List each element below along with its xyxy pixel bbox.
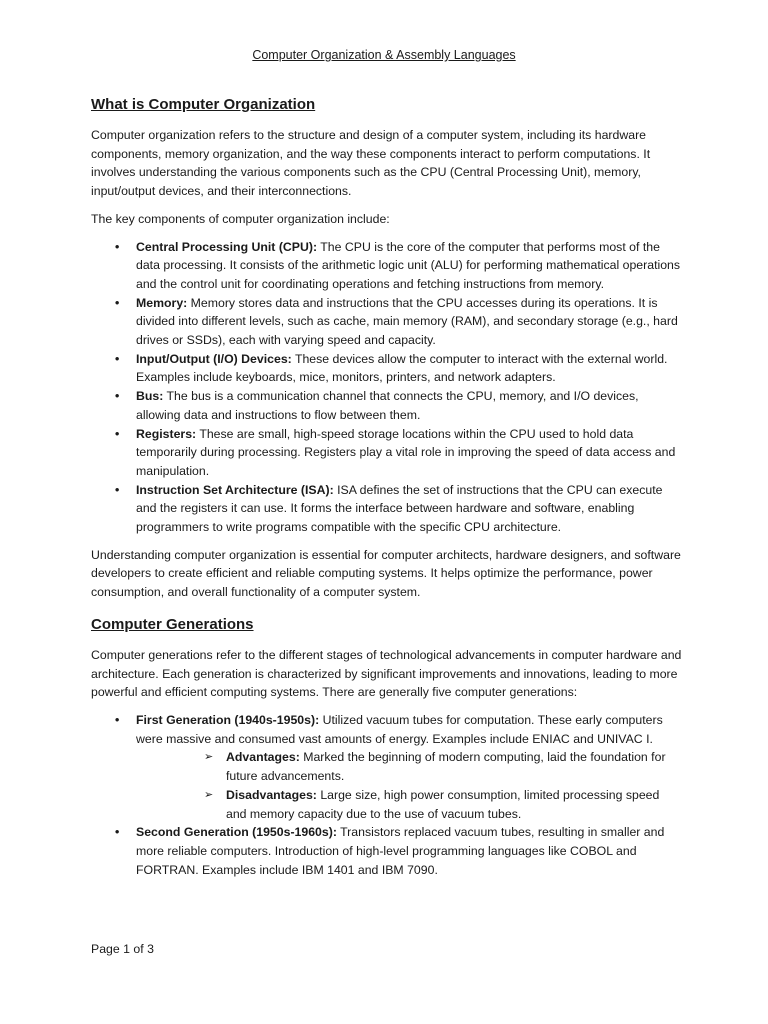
list-item	[136, 711, 683, 823]
paragraph: Computer generations refer to the different stages of technological advancements in computer hardware and architecture. Each generation is characterized by significant improvements and innovations, leading to more powerful and efficient computing systems. There are generally five computer generations:	[91, 647, 682, 700]
list-item-term: Memory:	[136, 295, 188, 310]
sub-list-item	[226, 786, 683, 823]
list-item-text: Transistors replaced vacuum tubes, resulting in smaller and more reliable computers. Introduction of high-level programming languages like COBOL and FORTRAN. Examples include IBM 1401 and IBM 7090.	[136, 825, 665, 877]
page-number: Page 1 of 3	[91, 942, 154, 956]
list-item	[136, 823, 683, 879]
list-item-text: The CPU is the core of the computer that performs most of the data processing. It consists of the arithmetic logic unit (ALU) for performing mathematical operations and the control unit for coordinating operations and fetching instructions from memory.	[136, 239, 681, 291]
sub-bullet-list	[136, 748, 683, 823]
bullet-list	[91, 238, 683, 537]
bullet-list	[91, 711, 683, 879]
list-item-term: First Generation (1940s-1950s):	[136, 712, 320, 727]
list-item-term: Bus:	[136, 389, 164, 404]
list-item	[136, 425, 683, 481]
paragraph: The key components of computer organization include:	[91, 211, 390, 226]
list-item-term: Input/Output (I/O) Devices:	[136, 351, 292, 366]
list-item	[136, 294, 683, 350]
list-item-term: Advantages:	[226, 750, 300, 765]
list-item-text: The bus is a communication channel that connects the CPU, memory, and I/O devices, allowing data and instructions to flow between them.	[136, 389, 639, 422]
list-item-term: Instruction Set Architecture (ISA):	[136, 482, 334, 497]
list-item	[136, 387, 683, 424]
sub-list-item	[226, 748, 683, 785]
document-title: Computer Organization & Assembly Languages	[252, 48, 516, 62]
list-item-text: Marked the beginning of modern computing, laid the foundation for future advancements.	[226, 750, 666, 784]
list-item-term: Central Processing Unit (CPU):	[136, 239, 318, 254]
paragraph: Computer organization refers to the structure and design of a computer system, including its hardware components, memory organization, and the way these components interact to perform computations. It involves understanding the various components such as the CPU (Central Processing Unit), memory, input/output devices, and their interconnections.	[91, 128, 651, 199]
list-item-term: Disadvantages:	[226, 787, 317, 802]
document-body	[91, 94, 683, 888]
section-heading-computer-generations: Computer Generations	[91, 615, 254, 633]
list-item-text: Large size, high power consumption, limited processing speed and memory capacity due to the use of vacuum tubes.	[226, 787, 660, 821]
list-item	[136, 350, 683, 387]
list-item-text: These are small, high-speed storage locations within the CPU used to hold data temporarily during processing. Registers play a vital role in improving the speed of data access and manipulation.	[136, 426, 676, 478]
list-item	[136, 481, 683, 537]
paragraph: Understanding computer organization is essential for computer architects, hardware designers, and software developers to create efficient and reliable computing systems. It helps optimize the performance, power consumption, and overall functionality of a computer system.	[91, 547, 681, 600]
section-heading-computer-organization: What is Computer Organization	[91, 96, 316, 113]
list-item-text: These devices allow the computer to interact with the external world. Examples include keyboards, mice, monitors, printers, and network adapters.	[136, 351, 668, 385]
list-item-text: Utilized vacuum tubes for computation. These early computers were massive and consumed vast amounts of energy. Examples include ENIAC and UNIVAC I.	[136, 712, 663, 746]
list-item	[136, 238, 683, 294]
list-item-text: Memory stores data and instructions that the CPU accesses during its operations. It is divided into different levels, such as cache, main memory (RAM), and secondary storage (e.g., hard drives or SSDs), each with varying speed and capacity.	[136, 295, 678, 348]
list-item-text: ISA defines the set of instructions that the CPU can execute and the registers it can use. It forms the interface between hardware and software, enabling programmers to write programs compatible with the specific CPU architecture.	[136, 482, 663, 535]
list-item-term: Registers:	[136, 426, 197, 441]
list-item-term: Second Generation (1950s-1960s):	[136, 825, 337, 840]
